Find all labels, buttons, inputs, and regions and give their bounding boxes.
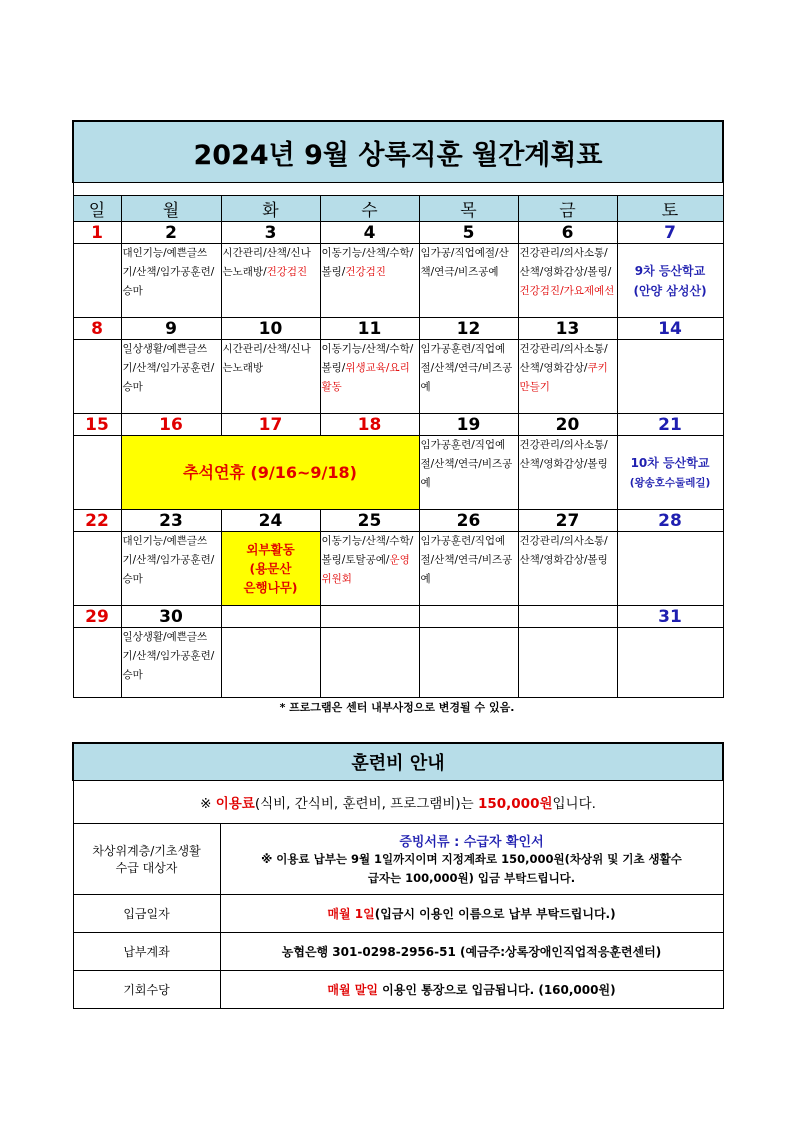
deposit-date-note: (입금시 이용인 이름으로 납부 부탁드립니다.) (374, 907, 616, 921)
week-3-programs (73, 436, 723, 510)
date-cell (221, 606, 320, 628)
weekday-thu: 목 (419, 196, 518, 222)
program-cell (419, 628, 518, 698)
program-cell: 임가공/직업예절/산책/연극/비즈공예 (419, 244, 518, 318)
weekday-fri: 금 (518, 196, 617, 222)
date-cell: 22 (73, 510, 121, 532)
date-cell: 2 (121, 222, 221, 244)
program-highlight: 위생교육/요리활동 (321, 362, 410, 393)
allowance-highlight: 매월 말일 (327, 983, 378, 997)
program-cell (518, 244, 617, 318)
program-cell (73, 436, 121, 510)
date-cell: 23 (121, 510, 221, 532)
hiking-school-cell (617, 244, 723, 318)
program-highlight: 건강검진 (266, 266, 308, 278)
fee-label: 이용료 (215, 796, 255, 812)
hiking-title: 10차 등산학교 (630, 455, 710, 470)
program-cell (320, 532, 419, 606)
date-cell (419, 606, 518, 628)
program-text: 이동기능/산책/수학/볼링/토탈공예/ (321, 535, 414, 566)
allowance-label: 기회수당 (73, 971, 220, 1009)
weekday-wed: 수 (320, 196, 419, 222)
week-5-programs (73, 628, 723, 698)
monthly-calendar (72, 120, 724, 698)
discount-label (73, 824, 220, 895)
program-cell (73, 628, 121, 698)
date-cell: 17 (221, 414, 320, 436)
program-cell (221, 628, 320, 698)
program-cell: 대인기능/예쁜글쓰기/산책/임가공훈련/승마 (121, 532, 221, 606)
proof-document: 증빙서류 : 수급자 확인서 (399, 834, 544, 850)
allowance-value (220, 971, 723, 1009)
discount-detail (220, 824, 723, 895)
program-text: 건강관리/의사소통/산책/영화감상/볼링/ (519, 247, 612, 278)
date-cell: 30 (121, 606, 221, 628)
weekday-sat: 토 (617, 196, 723, 222)
date-cell: 25 (320, 510, 419, 532)
outing-cell (221, 532, 320, 606)
week-4-programs (73, 532, 723, 606)
week-2-dates (73, 318, 723, 340)
week-1-dates (73, 222, 723, 244)
date-cell: 15 (73, 414, 121, 436)
weekday-header (73, 196, 723, 222)
week-4-dates (73, 510, 723, 532)
fee-note-mark: ※ (200, 796, 216, 812)
outing-place-detail: 은행나무) (243, 580, 298, 595)
fee-discount-row (73, 824, 723, 895)
date-cell: 9 (121, 318, 221, 340)
outing-place: (용문산 (249, 561, 292, 576)
program-cell: 일상생활/예쁜글쓰기/산책/임가공훈련/승마 (121, 628, 221, 698)
weekday-sun: 일 (73, 196, 121, 222)
program-cell: 대인기능/예쁜글쓰기/산책/임가공훈련/승마 (121, 244, 221, 318)
discount-label-line: 수급 대상자 (115, 861, 178, 875)
date-cell: 18 (320, 414, 419, 436)
program-cell (221, 244, 320, 318)
date-cell: 4 (320, 222, 419, 244)
bank-account-value: 농협은행 301-0298-2956-51 (예금주:상록장애인직업적응훈련센터) (220, 933, 723, 971)
deposit-date-row (73, 895, 723, 933)
week-5-dates (73, 606, 723, 628)
program-text: 시간관리/산책/신나는노래방/ (222, 247, 311, 278)
date-cell: 5 (419, 222, 518, 244)
program-cell (320, 340, 419, 414)
program-cell (518, 340, 617, 414)
program-cell: 임가공훈련/직업예절/산책/연극/비즈공예 (419, 436, 518, 510)
fee-info-table (72, 742, 724, 1009)
hiking-school-cell (617, 436, 723, 510)
fee-summary (73, 781, 723, 824)
chuseok-holiday-banner: 추석연휴 (9/16~9/18) (121, 436, 419, 510)
fee-title: 훈련비 안내 (73, 743, 723, 781)
date-cell (518, 606, 617, 628)
program-cell (617, 628, 723, 698)
date-cell: 16 (121, 414, 221, 436)
payment-instruction: 급자는 100,000원) 입금 부탁드립니다. (367, 870, 576, 885)
date-cell: 21 (617, 414, 723, 436)
program-cell (73, 244, 121, 318)
calendar-title: 2024년 9월 상록직훈 월간계획표 (73, 121, 723, 183)
date-cell: 1 (73, 222, 121, 244)
date-cell: 14 (617, 318, 723, 340)
discount-label-line: 차상위계층/기초생활 (92, 844, 201, 858)
program-cell (73, 340, 121, 414)
program-text: 건강관리/의사소통/산책/영화감상/ (519, 343, 608, 374)
date-cell: 7 (617, 222, 723, 244)
program-highlight: 건강검진 (345, 266, 386, 278)
deposit-date-value (220, 895, 723, 933)
date-cell (320, 606, 419, 628)
program-highlight: 쿠키만들기 (519, 362, 608, 393)
date-cell: 27 (518, 510, 617, 532)
program-cell: 시간관리/산책/신나는노래방 (221, 340, 320, 414)
program-cell: 임가공훈련/직업예절/산책/연극/비즈공예 (419, 532, 518, 606)
hiking-place: (왕송호수둘레길) (629, 476, 711, 489)
program-cell: 건강관리/의사소통/산책/영화감상/볼링 (518, 436, 617, 510)
deposit-date-highlight: 매월 1일 (327, 907, 375, 921)
date-cell: 8 (73, 318, 121, 340)
program-text: 이동기능/산책/수학/볼링/ (321, 343, 414, 374)
date-cell: 20 (518, 414, 617, 436)
program-cell (617, 532, 723, 606)
date-cell: 12 (419, 318, 518, 340)
bank-account-row (73, 933, 723, 971)
bank-account-label: 납부계좌 (73, 933, 220, 971)
hiking-place: (안양 삼성산) (633, 283, 707, 298)
fee-suffix: 입니다. (552, 796, 596, 812)
allowance-row (73, 971, 723, 1009)
payment-instruction: ※ 이용료 납부는 9월 1일까지이며 지정계좌로 150,000원(차상위 및 기초 생활수 (261, 851, 682, 866)
date-cell: 29 (73, 606, 121, 628)
program-cell: 건강관리/의사소통/산책/영화감상/볼링 (518, 532, 617, 606)
week-2-programs (73, 340, 723, 414)
program-cell (320, 628, 419, 698)
program-cell: 일상생활/예쁜글쓰기/산책/임가공훈련/승마 (121, 340, 221, 414)
date-cell: 11 (320, 318, 419, 340)
date-cell: 24 (221, 510, 320, 532)
deposit-date-label: 입금일자 (73, 895, 220, 933)
date-cell: 28 (617, 510, 723, 532)
program-text: 이동기능/산책/수학/볼링/ (321, 247, 414, 278)
week-3-dates (73, 414, 723, 436)
week-1-programs (73, 244, 723, 318)
program-cell (320, 244, 419, 318)
date-cell: 3 (221, 222, 320, 244)
fee-items: (식비, 간식비, 훈련비, 프로그램비)는 (254, 796, 478, 812)
weekday-tue: 화 (221, 196, 320, 222)
weekday-mon: 월 (121, 196, 221, 222)
date-cell: 6 (518, 222, 617, 244)
program-cell (617, 340, 723, 414)
program-highlight: 운영위원회 (321, 554, 410, 585)
date-cell: 26 (419, 510, 518, 532)
hiking-title: 9차 등산학교 (634, 263, 706, 278)
outing-title: 외부활동 (246, 542, 295, 557)
date-cell: 13 (518, 318, 617, 340)
program-cell: 임가공훈련/직업예절/산책/연극/비즈공예 (419, 340, 518, 414)
program-highlight: 건강검진/가요제예선 (519, 285, 615, 297)
title-spacer (73, 183, 723, 196)
fee-amount: 150,000원 (477, 796, 553, 812)
date-cell: 31 (617, 606, 723, 628)
program-cell (73, 532, 121, 606)
date-cell: 10 (221, 318, 320, 340)
schedule-change-note: * 프로그램은 센터 내부사정으로 변경될 수 있음. (279, 701, 515, 714)
fee-summary-row (73, 781, 723, 824)
allowance-note: 이용인 통장으로 입금됩니다. (160,000원) (377, 983, 616, 997)
program-cell (518, 628, 617, 698)
date-cell: 19 (419, 414, 518, 436)
